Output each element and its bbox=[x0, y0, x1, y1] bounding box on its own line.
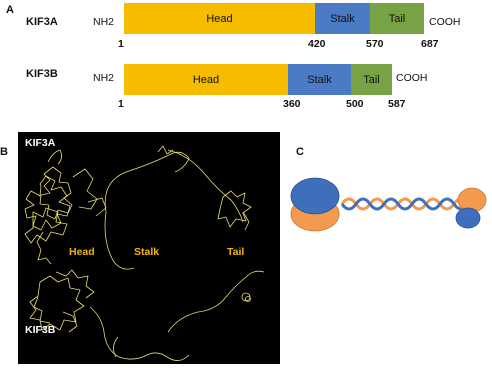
position-kif3a-start: 1 bbox=[118, 38, 124, 50]
position-kif3b-stalk-end: 500 bbox=[346, 98, 364, 110]
tail-domain-kif3b: Tail bbox=[351, 64, 392, 95]
protein-name-kif3a: KIF3A bbox=[26, 16, 58, 28]
structure-panel bbox=[18, 132, 280, 364]
stalk-domain-kif3b: Stalk bbox=[288, 64, 351, 95]
panel-label-c: C bbox=[296, 146, 304, 158]
panel-label-b: B bbox=[0, 146, 8, 158]
position-kif3b-end: 587 bbox=[388, 98, 406, 110]
domain-bar-kif3a bbox=[124, 3, 424, 34]
tail-domain-blue bbox=[456, 208, 480, 228]
position-kif3b-head-end: 360 bbox=[283, 98, 301, 110]
domain-bar-kif3b bbox=[124, 64, 392, 95]
structure-label-head: Head bbox=[69, 246, 95, 258]
heterodimer-schematic bbox=[290, 168, 490, 248]
head-domain-kif3a: Head bbox=[124, 3, 315, 34]
c-terminus-kif3b: COOH bbox=[396, 72, 428, 84]
n-terminus-kif3b: NH2 bbox=[93, 72, 115, 84]
structure-label-kif3a: KIF3A bbox=[25, 137, 56, 149]
position-kif3a-end: 687 bbox=[421, 38, 439, 50]
tail-domain-kif3a: Tail bbox=[370, 3, 424, 34]
panel-label-a: A bbox=[6, 4, 14, 16]
protein-name-kif3b: KIF3B bbox=[26, 68, 58, 80]
structure-label-kif3b: KIF3B bbox=[25, 324, 56, 336]
head-domain-kif3b: Head bbox=[124, 64, 288, 95]
position-kif3b-start: 1 bbox=[118, 98, 124, 110]
n-terminus-kif3a: NH2 bbox=[93, 16, 115, 28]
structure-label-stalk: Stalk bbox=[134, 246, 160, 258]
position-kif3a-head-end: 420 bbox=[308, 38, 326, 50]
motor-head-blue bbox=[291, 178, 339, 214]
position-kif3a-stalk-end: 570 bbox=[366, 38, 384, 50]
structure-label-tail: Tail bbox=[227, 246, 245, 258]
stalk-domain-kif3a: Stalk bbox=[315, 3, 370, 34]
c-terminus-kif3a: COOH bbox=[429, 16, 461, 28]
